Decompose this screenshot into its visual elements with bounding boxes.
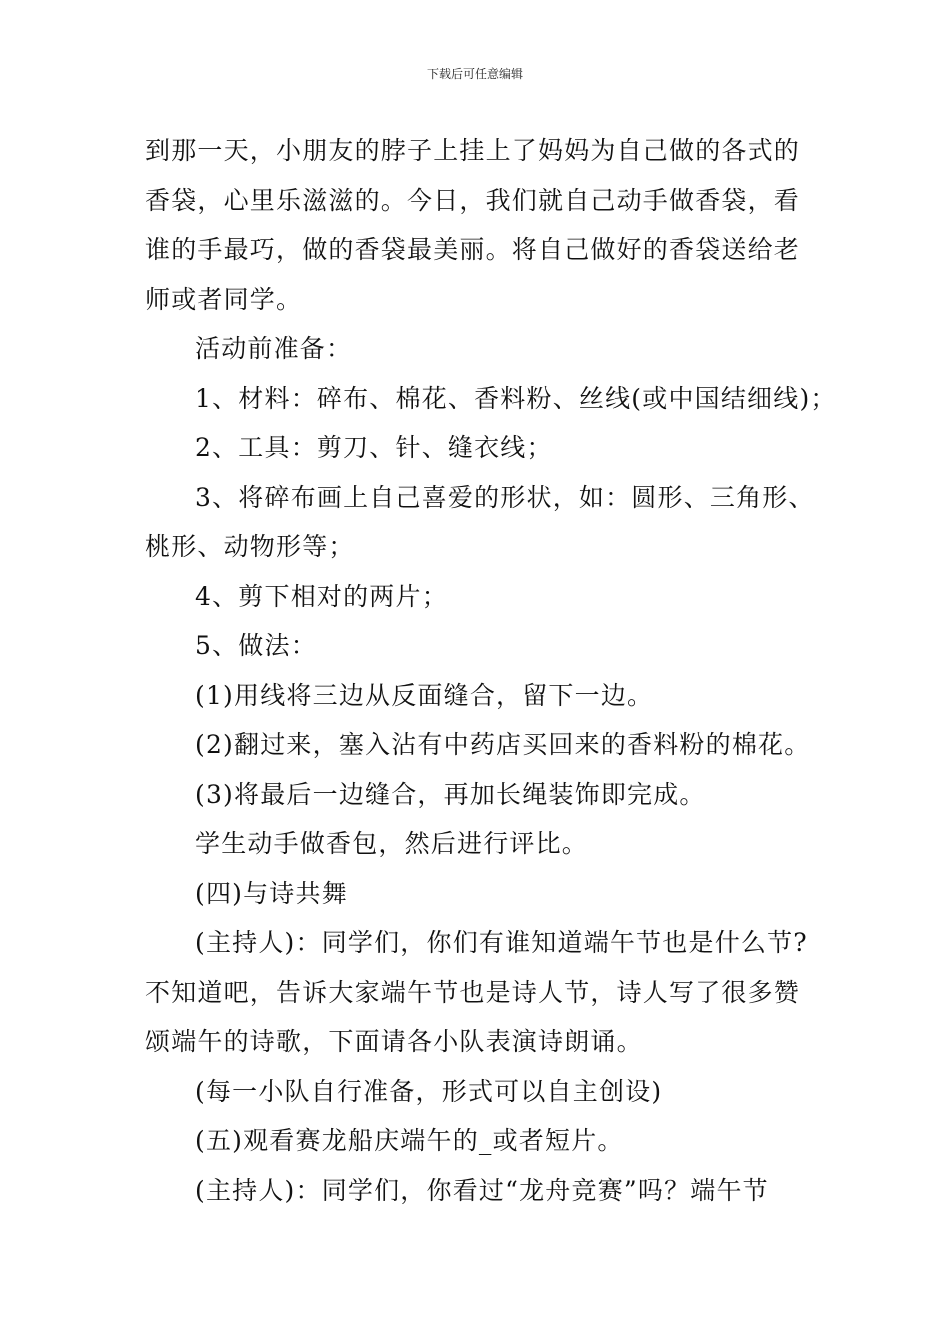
document-body [145, 126, 837, 1215]
text-line: (主持人)：同学们，你们有谁知道端午节也是什么节? [195, 928, 808, 957]
text-line: 学生动手做香包，然后进行评比。 [195, 829, 589, 858]
text-line: 3、将碎布画上自己喜爱的形状，如：圆形、三角形、 [195, 482, 815, 512]
text-line: 颂端午的诗歌，下面请各小队表演诗朗诵。 [145, 1027, 643, 1056]
text-line: 桃形、动物形等； [145, 532, 355, 561]
text-line: (每一小队自行准备，形式可以自主创设) [195, 1076, 663, 1106]
text-line: (四)与诗共舞 [195, 878, 348, 908]
text-line: 4、剪下相对的两片； [195, 581, 448, 611]
text-line: (主持人)：同学们，你看过“龙舟竞赛”吗？端午节 [195, 1175, 769, 1205]
text-line: 2、工具：剪刀、针、缝衣线； [195, 433, 553, 462]
text-line: 到那一天，小朋友的脖子上挂上了妈妈为自己做的各式的 [145, 136, 801, 165]
page-header: 下载后可任意编辑 [426, 67, 523, 81]
text-line: (五)观看赛龙船庆端午的_或者短片。 [195, 1126, 624, 1155]
text-line: (1)用线将三边从反面缝合，留下一边。 [195, 680, 654, 710]
text-line: 5、做法： [195, 631, 317, 660]
text-line: 谁的手最巧，做的香袋最美丽。将自己做好的香袋送给老 [145, 235, 801, 264]
text-line: (2)翻过来，塞入沾有中药店买回来的香料粉的棉花。 [195, 730, 811, 759]
text-line: 活动前准备： [195, 334, 353, 363]
text-line: 不知道吧，告诉大家端午节也是诗人节，诗人写了很多赞 [145, 977, 801, 1007]
text-line: 1、材料：碎布、棉花、香料粉、丝线(或中国结细线)； [195, 383, 837, 413]
text-line: (3)将最后一边缝合，再加长绳装饰即完成。 [195, 779, 706, 809]
text-line: 香袋，心里乐滋滋的。今日，我们就自己动手做香袋，看 [145, 185, 801, 215]
text-line: 师或者同学。 [145, 284, 303, 314]
